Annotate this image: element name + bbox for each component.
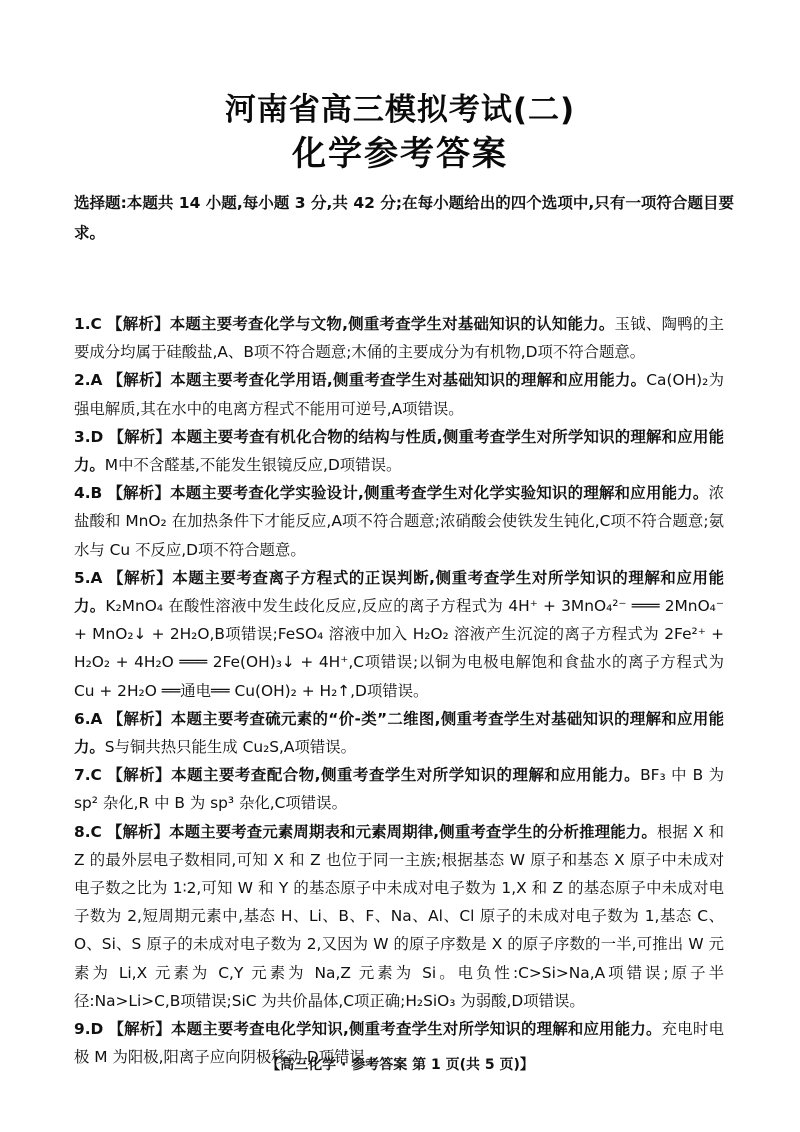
analysis-detail: BF₃ 中 B 为 sp² 杂化,R 中 B 为 sp³ 杂化,C项错误。 bbox=[74, 766, 724, 813]
analysis-tag: 【解析】 bbox=[108, 427, 172, 446]
analysis-focus: 本题主要考查化学实验设计,侧重考查学生对化学实验知识的理解和应用能力。 bbox=[170, 484, 709, 503]
answer-number: 5.A bbox=[74, 568, 103, 587]
page-footer: 【高三化学 · 参考答案 第 1 页(共 5 页)】 bbox=[266, 1057, 534, 1073]
answer-number: 4.B bbox=[74, 484, 103, 503]
analysis-tag: 【解析】 bbox=[107, 766, 172, 785]
answer-number: 2.A bbox=[74, 371, 103, 390]
analysis-detail: S与铜共热只能生成 Cu₂S,A项错误。 bbox=[104, 738, 357, 757]
analysis-focus: 本题主要考查化学用语,侧重考查学生对基础知识的理解和应用能力。 bbox=[170, 371, 647, 390]
answer-number: 9.D bbox=[74, 1020, 104, 1039]
answer-item bbox=[74, 564, 724, 705]
answer-item bbox=[74, 366, 724, 422]
analysis-detail: 玉钺、陶鸭的主要成分均属于硅酸盐,A、B项不符合题意;木俑的主要成分为有机物,D项不符合题意。 bbox=[74, 315, 724, 362]
analysis-detail: K₂MnO₄ 在酸性溶液中发生歧化反应,反应的离子方程式为 4H⁺ + 3MnO₄²⁻ ═══ 2MnO₄⁻ + MnO₂↓ + 2H₂O,B项错误;FeSO₄ 溶液中加入 H₂O₂ 溶液产生沉淀的离子方程式为 2Fe²⁺ + H₂O₂ + 4H₂O ═══ 2Fe(OH)₃↓ + 4H⁺,C项错误;以铜为电极电解饱和食盐水的离子方程式为 Cu + 2H₂O ══通电══ Cu(OH)₂ + H₂↑,D项错误。 bbox=[74, 597, 724, 700]
answer-number: 1.C bbox=[74, 315, 102, 333]
answer-item bbox=[74, 761, 724, 817]
analysis-detail: M中不含醛基,不能发生银镜反应,D项错误。 bbox=[104, 456, 402, 475]
answer-number: 6.A bbox=[74, 709, 103, 728]
answer-number: 8.C bbox=[74, 822, 102, 841]
analysis-tag: 【解析】 bbox=[106, 822, 170, 841]
answer-number: 7.C bbox=[74, 766, 102, 785]
analysis-tag: 【解析】 bbox=[108, 568, 173, 587]
answer-item bbox=[74, 310, 724, 366]
analysis-focus: 本题主要考查化学与文物,侧重考查学生对基础知识的认知能力。 bbox=[169, 315, 615, 333]
analysis-focus: 本题主要考查有机化合物的结构与性质,侧重考查学生对所学知识的理解和应用能力。 bbox=[74, 427, 724, 475]
analysis-tag: 【解析】 bbox=[107, 371, 171, 390]
analysis-tag: 【解析】 bbox=[108, 1020, 172, 1039]
analysis-detail: 根据 X 和 Z 的最外层电子数相同,可知 X 和 Z 也位于同一主族;根据基态 W 原子和基态 X 原子中未成对电子数之比为 1∶2,可知 W 和 Y 的基态原子中未成对电子数为 1,X 和 Z 的基态原子中未成对电子数为 2,短周期元素中,基态 H、Li、B、F、Na、Al、Cl 原子的未成对电子数为 1,基态 C、O、Si、S 原子的未成对电子数为 2,又因为 W 的原子序数是 X 的原子序数的一半,可推出 W 元素为 Li,X 元素为 C,Y 元素为 Na,Z 元素为 Si。电负性:C>Si>Na,A项错误;原子半径:Na>Li>C,B项错误;SiC 为共价晶体,C项正确;H₂SiO₃ 为弱酸,D项错误。 bbox=[74, 822, 724, 1010]
analysis-focus: 本题主要考查电化学知识,侧重考查学生对所学知识的理解和应用能力。 bbox=[171, 1020, 662, 1039]
answer-item bbox=[74, 705, 724, 761]
analysis-tag: 【解析】 bbox=[107, 709, 171, 728]
analysis-focus: 本题主要考查离子方程式的正误判断,侧重考查学生对所学知识的理解和应用能力。 bbox=[74, 568, 724, 616]
analysis-focus: 本题主要考查硫元素的“价-类”二维图,侧重考查学生对基础知识的理解和应用能力。 bbox=[74, 709, 724, 757]
exam-title: 河南省高三模拟考试(二) bbox=[224, 92, 576, 128]
answer-list bbox=[74, 310, 724, 1071]
analysis-focus: 本题主要考查元素周期表和元素周期律,侧重考查学生的分析推理能力。 bbox=[169, 822, 657, 841]
answer-key-title: 化学参考答案 bbox=[292, 134, 508, 174]
analysis-tag: 【解析】 bbox=[107, 315, 170, 333]
analysis-detail: 浓盐酸和 MnO₂ 在加热条件下才能反应,A项不符合题意;浓硝酸会使铁发生钝化,C项不符合题意;氨水与 Cu 不反应,D项不符合题意。 bbox=[74, 484, 724, 559]
answer-item bbox=[74, 479, 724, 564]
analysis-tag: 【解析】 bbox=[107, 484, 171, 503]
analysis-detail: Ca(OH)₂为强电解质,其在水中的电离方程式不能用可逆号,A项错误。 bbox=[74, 371, 724, 418]
analysis-focus: 本题主要考查配合物,侧重考查学生对所学知识的理解和应用能力。 bbox=[171, 766, 641, 785]
answer-item bbox=[74, 423, 724, 479]
answer-item bbox=[74, 818, 724, 1015]
analysis-detail: 充电时电极 M 为阳极,阳离子应向阴极移动,D项错误。 bbox=[74, 1020, 724, 1067]
section-instructions: 选择题:本题共 14 小题,每小题 3 分,共 42 分;在每小题给出的四个选项中,只有一项符合题目要求。 bbox=[74, 194, 734, 242]
answer-number: 3.D bbox=[74, 427, 104, 446]
